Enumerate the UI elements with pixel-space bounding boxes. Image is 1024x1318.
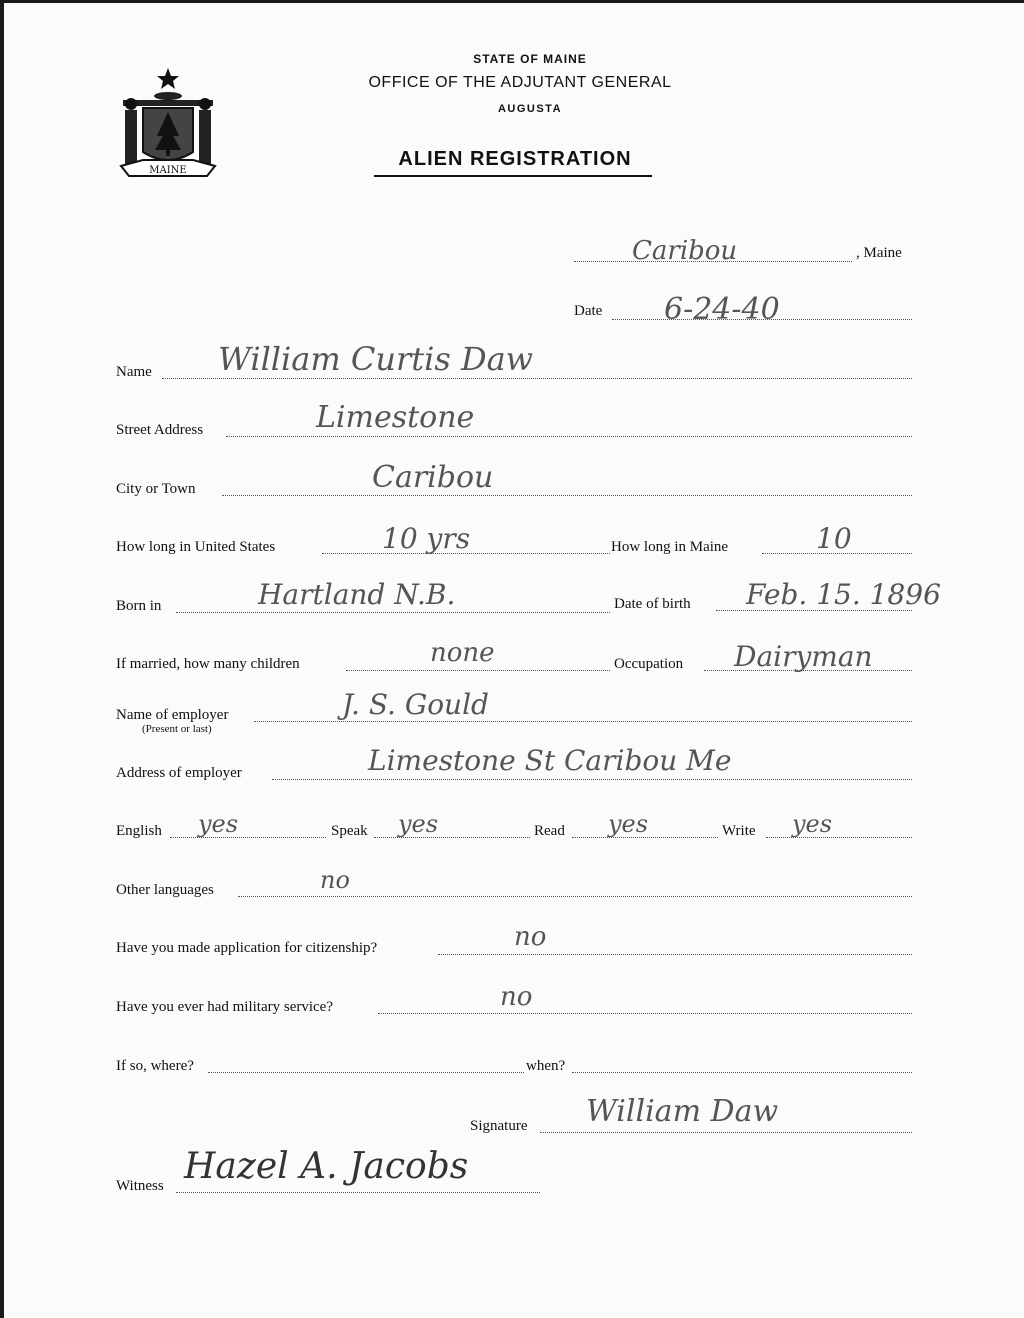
title-underline <box>374 175 652 177</box>
maine-time-label: How long in Maine <box>611 539 729 555</box>
speak-value: yes <box>398 810 439 838</box>
born-line <box>176 612 610 613</box>
employer-label: Name of employer <box>116 707 229 723</box>
maine-label: , Maine <box>856 245 902 261</box>
name-label: Name <box>116 364 152 380</box>
witness-label: Witness <box>116 1178 164 1194</box>
write-value: yes <box>792 810 833 838</box>
dob-label: Date of birth <box>614 596 691 612</box>
signature-line <box>540 1132 912 1133</box>
witness-value: Hazel A. Jacobs <box>184 1146 469 1187</box>
when-label: when? <box>526 1058 566 1074</box>
employer-sublabel: (Present or last) <box>142 723 212 735</box>
children-line <box>346 670 610 671</box>
street-value: Limestone <box>316 400 475 435</box>
city-value: Caribou <box>372 460 494 495</box>
citizenship-value: no <box>514 922 547 952</box>
speak-label: Speak <box>331 823 368 839</box>
witness-line <box>176 1192 540 1193</box>
date-label: Date <box>574 303 603 319</box>
military-line <box>378 1013 912 1014</box>
children-value: none <box>430 638 495 668</box>
read-value: yes <box>608 810 649 838</box>
occupation-value: Dairyman <box>734 640 873 673</box>
employer-value: J. S. Gould <box>342 688 489 721</box>
date-value: 6-24-40 <box>664 292 780 327</box>
write-label: Write <box>722 823 756 839</box>
city-label: City or Town <box>116 481 196 497</box>
signature-label: Signature <box>470 1118 528 1134</box>
city-line <box>222 495 912 496</box>
citizenship-line <box>438 954 912 955</box>
born-label: Born in <box>116 598 162 614</box>
read-label: Read <box>534 823 565 839</box>
where-line <box>208 1072 524 1073</box>
when-line <box>572 1072 912 1073</box>
place-value: Caribou <box>632 236 738 266</box>
military-label: Have you ever had military service? <box>116 999 333 1015</box>
header-state: STATE OF MAINE <box>473 52 587 66</box>
employer-address-label: Address of employer <box>116 765 242 781</box>
english-line <box>170 837 326 838</box>
write-line <box>766 837 912 838</box>
header-office: OFFICE OF THE ADJUTANT GENERAL <box>368 74 672 91</box>
english-label: English <box>116 823 162 839</box>
other-languages-label: Other languages <box>116 882 214 898</box>
header-city: AUGUSTA <box>497 103 563 115</box>
military-value: no <box>500 982 533 1012</box>
name-value: William Curtis Daw <box>218 340 534 378</box>
name-line <box>162 378 912 379</box>
dob-value: Feb. 15. 1896 <box>746 578 941 611</box>
employer-line <box>254 721 912 722</box>
signature-value: William Daw <box>586 1094 779 1129</box>
maine-time-value: 10 <box>816 522 852 555</box>
seal-text: MAINE <box>149 165 187 176</box>
street-line <box>226 436 912 437</box>
children-label: If married, how many children <box>116 656 300 672</box>
us-time-label: How long in United States <box>116 539 276 555</box>
page-title: ALIEN REGISTRATION <box>398 148 632 170</box>
occupation-label: Occupation <box>614 656 684 672</box>
where-label: If so, where? <box>116 1058 194 1074</box>
employer-address-value: Limestone St Caribou Me <box>368 744 732 777</box>
born-value: Hartland N.B. <box>258 578 456 611</box>
us-time-value: 10 yrs <box>382 522 471 555</box>
employer-address-line <box>272 779 912 780</box>
maine-seal-icon <box>113 66 223 190</box>
other-languages-line <box>238 896 912 897</box>
english-value: yes <box>198 810 239 838</box>
street-label: Street Address <box>116 422 204 438</box>
other-languages-value: no <box>320 866 350 894</box>
citizenship-label: Have you made application for citizenship? <box>116 940 378 956</box>
